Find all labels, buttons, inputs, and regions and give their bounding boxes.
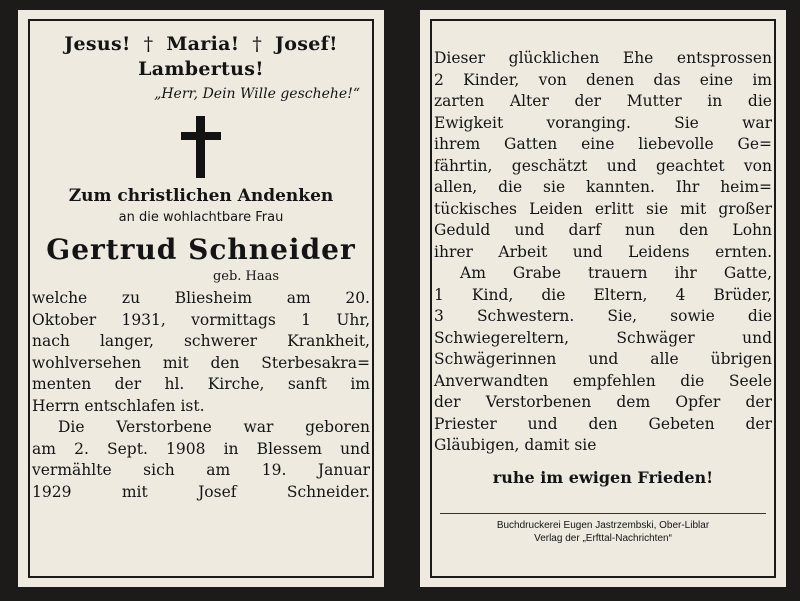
left-content [18,10,384,587]
text-line: der Verstorbenen dem Opfer der [434,393,772,411]
dagger-icon: † [143,33,154,55]
header-josef: Josef! [275,33,338,55]
text-line: Dieser glücklichen Ehe entsprossen [434,49,772,67]
right-body-text [434,48,772,457]
text-line: Geduld und darf nun den Lohn [434,221,772,239]
text-line: Die Verstorbene war geboren [58,418,370,436]
text-line: Priester und den Gebeten der [434,414,772,433]
maiden-name: geb. Haas [212,269,280,284]
text-line: Ewigkeit voranging. Sie war [434,113,772,132]
text-line: 3 Schwestern. Sie, sowie die [434,307,772,325]
text-line: Schwiegereltern, Schwäger und [434,328,772,347]
text-line: vermählte sich am 19. Januar [32,461,370,479]
text-line: Anverwandten empfehlen die Seele [434,371,772,390]
right-content [420,10,786,587]
text-line: 1929 mit Josef Schneider. [32,482,370,501]
header-jesus: Jesus! [64,33,131,55]
text-line: Herrn entschlafen ist. [32,396,205,415]
dagger-icon: † [252,33,263,55]
dedication-line: an die wohlachtbare Frau [118,210,284,225]
header-saints [32,32,370,57]
printer-imprint: Buchdruckerei Eugen Jastrzembski, Ober-Liblar [496,519,710,531]
text-line: zarten Alter der Mutter in die [434,92,772,110]
text-line: Schwägerinnen und alle übrigen [434,350,772,368]
closing-line: ruhe im ewigen Frieden! [492,467,714,487]
memory-heading: Zum christlichen Andenken [68,186,334,206]
latin-cross-icon [181,116,221,178]
left-body-text [32,288,370,503]
text-line: Am Grabe trauern ihr Gatte, [460,264,772,282]
right-panel [420,10,786,587]
text-line: wohlversehen mit den Sterbesakra= [32,353,370,372]
text-line: tückisches Leiden erlitt sie mit großer [434,199,772,218]
prayer-quote: „Herr, Dein Wille geschehe!“ [154,86,360,102]
text-line: 1 Kind, die Eltern, 4 Brüder, [434,285,772,304]
text-line: am 2. Sept. 1908 in Blessem und [32,439,370,458]
text-line: ihrer Arbeit und Leidens ernten. [434,242,772,261]
text-line: nach langer, schwerer Krankheit, [32,332,370,350]
divider [440,513,766,514]
text-line: welche zu Bliesheim am 20. [32,289,370,307]
text-line: 2 Kinder, von denen das eine im [434,70,772,89]
text-line: Oktober 1931, vormittags 1 Uhr, [32,310,370,329]
header-lambertus: Lambertus! [138,58,264,80]
text-line: menten der hl. Kirche, sanft im [32,375,370,393]
text-line: ihrem Gatten eine liebevolle Ge= [434,135,772,153]
deceased-name: Gertrud Schneider [46,233,356,266]
text-line: allen, die sie kannten. Ihr heim= [434,178,772,196]
text-line: fährtin, geschätzt und geachtet von [434,156,772,175]
left-panel [18,10,384,587]
text-line: Gläubigen, damit sie [434,436,597,454]
publisher-imprint: Verlag der „Erfttal-Nachrichten“ [534,532,672,544]
header-maria: Maria! [166,33,240,55]
